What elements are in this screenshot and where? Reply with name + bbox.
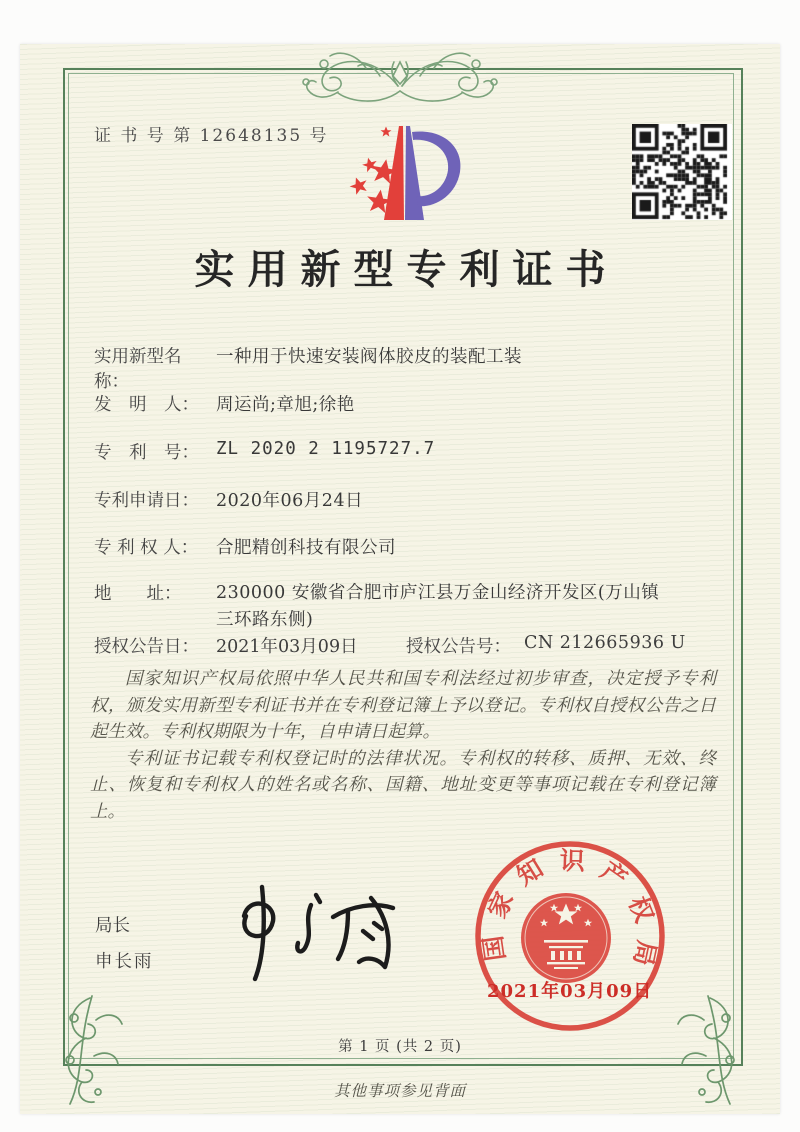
cnipa-logo xyxy=(340,110,480,238)
qr-code xyxy=(632,124,732,220)
back-side-note: 其他事项参见背面 xyxy=(333,1082,466,1100)
field-name-value: 一种用于快速安装阀体胶皮的装配工装 xyxy=(216,347,522,367)
seal-date: 2021年03月09日 xyxy=(487,981,653,1002)
field-grant-date-label: 授权公告日： xyxy=(94,637,199,657)
field-address-label: 地 址： xyxy=(94,584,182,604)
legal-paragraph-1: 国家知识产权局依照中华人民共和国专利法经过初步审查，决定授予专利权，颁发实用新型专利证书并在专利登记簿上予以登记。专利权自授权公告之日起生效。专利权期限为十年，自申请日起算。 xyxy=(90,669,716,742)
field-grant-no-value: CN 212665936 U xyxy=(524,633,686,653)
field-patentee-label: 专 利 权 人： xyxy=(94,538,199,558)
field-inventor-label: 发 明 人： xyxy=(94,395,199,415)
commissioner-title: 局长 xyxy=(95,916,130,936)
certificate-number: 证 书 号 第 12648135 号 xyxy=(94,126,329,146)
seal-ring-text: 国家知识产权局 xyxy=(478,846,662,969)
field-patentee-value: 合肥精创科技有限公司 xyxy=(216,538,396,558)
commissioner-signature-script xyxy=(212,874,412,989)
official-seal xyxy=(470,840,675,1040)
field-address-value: 230000 安徽省合肥市庐江县万金山经济开发区(万山镇三环路东侧) xyxy=(216,583,660,630)
field-patent-no-label: 专 利 号： xyxy=(94,443,199,463)
field-row-filing-date xyxy=(94,487,363,512)
field-row-name xyxy=(94,343,522,393)
field-row-grant xyxy=(94,633,734,658)
field-patent-no-value: ZL 2020 2 1195727.7 xyxy=(216,439,436,459)
field-row-address xyxy=(94,580,676,634)
commissioner-name: 申长雨 xyxy=(95,952,154,972)
certificate-title: 实用新型专利证书 xyxy=(194,246,619,293)
legal-text xyxy=(90,666,716,825)
field-grant-date-value: 2021年03月09日 xyxy=(216,637,358,657)
national-emblem xyxy=(521,893,611,983)
field-filing-date-value: 2020年06月24日 xyxy=(216,491,364,511)
field-name-label: 实用新型名称： xyxy=(94,347,182,392)
field-grant-no-label: 授权公告号： xyxy=(406,637,511,657)
field-row-patentee xyxy=(94,534,396,559)
page-number: 第 1 页 (共 2 页) xyxy=(338,1039,462,1055)
legal-paragraph-2: 专利证书记载专利权登记时的法律状况。专利权的转移、质押、无效、终止、恢复和专利权人的姓名或名称、国籍、地址变更等事项记载在专利登记簿上。 xyxy=(90,748,716,822)
field-filing-date-label: 专利申请日： xyxy=(94,491,199,511)
field-inventor-value: 周运尚;章旭;徐艳 xyxy=(216,395,355,415)
field-row-patent-no xyxy=(94,439,435,464)
field-row-inventor xyxy=(94,391,355,416)
